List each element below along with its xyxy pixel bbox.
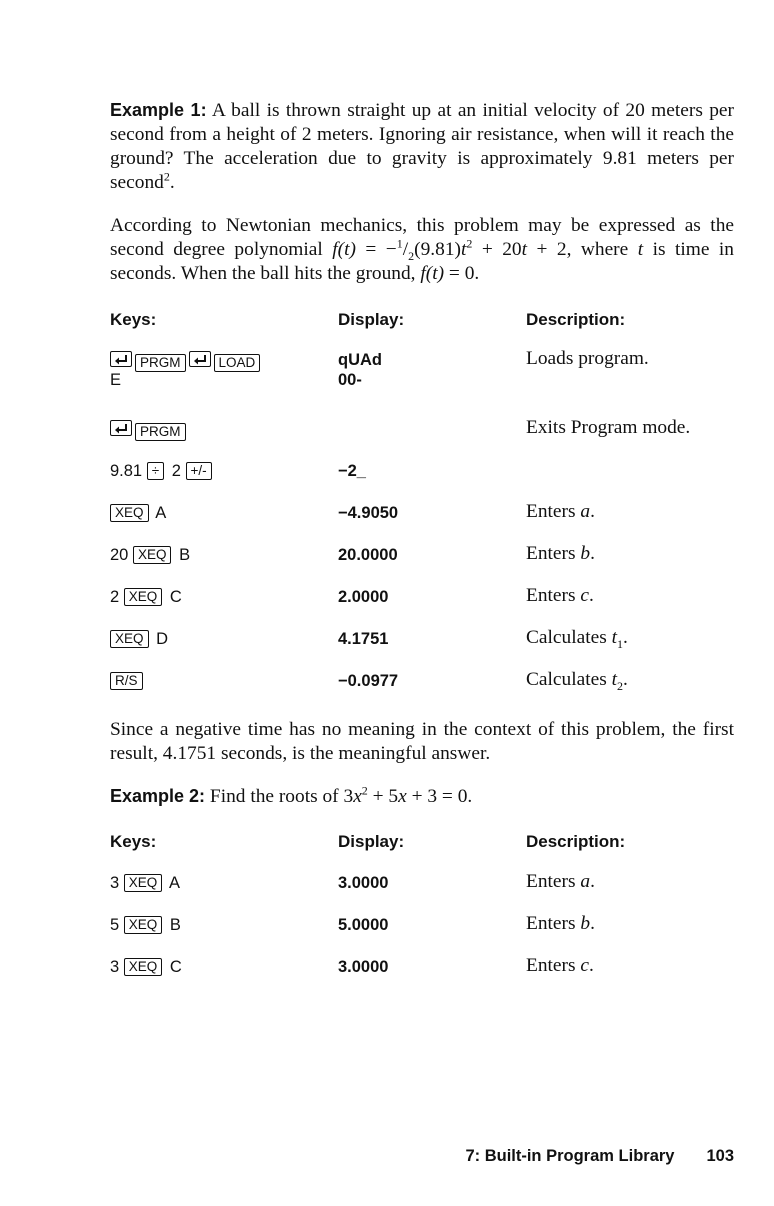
xeq-key: XEQ: [124, 588, 163, 606]
text: + 5: [367, 786, 399, 807]
keys-cell: [110, 672, 146, 691]
keys-number: 5: [110, 916, 120, 934]
subscript: 1: [617, 636, 624, 651]
description-cell: Exits Program mode.: [526, 417, 691, 438]
keys-cell: [110, 504, 166, 523]
keys-number: 2: [110, 588, 120, 606]
xeq-key: XEQ: [133, 546, 172, 564]
punct: .: [589, 585, 594, 606]
superscript: 2: [163, 169, 170, 184]
prgm-key: PRGM: [135, 423, 186, 441]
keys-cell: [110, 588, 182, 607]
description-header: Description:: [526, 310, 626, 329]
keys-label: D: [156, 630, 169, 648]
text: + 2,: [527, 239, 572, 260]
polynomial-paragraph: [110, 214, 734, 286]
display-cell: −4.9050: [338, 504, 399, 522]
text: Enters: [526, 871, 581, 892]
description-cell: [526, 955, 594, 977]
fraction-slash: /: [402, 239, 409, 260]
text: Enters: [526, 913, 581, 934]
keys-number: 3: [110, 874, 120, 892]
description-cell: [526, 585, 594, 607]
punct: .: [590, 501, 595, 522]
display-cell: 3.0000: [338, 958, 389, 976]
text: According to Newtonian mechanics, this problem may be expressed as the second degree polynomial: [110, 215, 734, 260]
page-footer: [0, 1147, 734, 1166]
var-t: t: [460, 239, 467, 260]
display-cell: 3.0000: [338, 874, 389, 892]
display-cell: 4.1751: [338, 630, 389, 648]
var-x: x: [398, 786, 407, 807]
display-cell: 2.0000: [338, 588, 389, 606]
xeq-key: XEQ: [124, 916, 163, 934]
chapter-title: 7: Built-in Program Library: [465, 1147, 675, 1165]
keys-label: A: [168, 874, 180, 892]
keys-label: C: [169, 588, 182, 606]
description-cell: [526, 871, 595, 893]
description-header: Description:: [526, 832, 626, 851]
display-cell: qUAd: [338, 351, 382, 369]
keys-cell: [110, 630, 168, 649]
keys-label: C: [169, 958, 182, 976]
xeq-key: XEQ: [124, 958, 163, 976]
text: Enters: [526, 955, 581, 976]
text: Calculates: [526, 627, 612, 648]
variable: t: [611, 669, 618, 690]
fraction-numerator: 1: [396, 236, 403, 251]
punct: .: [589, 955, 594, 976]
description-cell: [526, 669, 628, 691]
description-cell: [526, 913, 595, 935]
punct: .: [169, 172, 175, 193]
page-number: 103: [706, 1147, 734, 1165]
shift-key: [110, 351, 132, 367]
var-t: t: [521, 239, 528, 260]
description-cell: [526, 501, 595, 523]
function-symbol: f(t): [420, 263, 445, 284]
subscript: 2: [617, 678, 624, 693]
text: Find the roots of 3: [209, 786, 354, 807]
variable: a: [580, 501, 591, 522]
keys-number: 20: [110, 546, 129, 564]
display-cell: 20.0000: [338, 546, 398, 564]
punct: .: [623, 627, 628, 648]
example2-paragraph: [110, 784, 734, 809]
punct: .: [590, 913, 595, 934]
keys-cell: [110, 958, 182, 977]
keys-label: A: [155, 504, 167, 522]
keys-cell: [110, 351, 263, 373]
text: is time in seconds. When the ball hits the ground,: [110, 239, 734, 284]
text: = −: [355, 239, 397, 260]
keys-cell: [110, 420, 189, 442]
text: Enters: [526, 543, 581, 564]
display-header: Display:: [338, 832, 405, 851]
keys-line2: E: [110, 371, 122, 389]
keys-cell: [110, 546, 190, 565]
display-cell: −0.0977: [338, 672, 399, 690]
display-header: Display:: [338, 310, 405, 329]
keys-header: Keys:: [110, 832, 157, 851]
var-x: x: [353, 786, 362, 807]
prgm-key: PRGM: [135, 354, 186, 372]
keys-number: 9.81: [110, 462, 143, 480]
example1-paragraph: [110, 98, 734, 195]
function-symbol: f(t): [332, 239, 356, 260]
keys-cell: [110, 874, 180, 893]
keys-cell: [110, 462, 215, 481]
keys-number: 3: [110, 958, 120, 976]
var-t: t: [637, 239, 644, 260]
change-sign-key: +/-: [186, 462, 212, 480]
xeq-key: XEQ: [110, 630, 149, 648]
variable: c: [580, 585, 589, 606]
keys-header: Keys:: [110, 310, 157, 329]
variable: c: [580, 955, 589, 976]
display-cell-line2: 00-: [338, 371, 362, 389]
punct: .: [623, 669, 628, 690]
text: (9.81): [414, 239, 461, 260]
superscript: 2: [466, 236, 473, 251]
description-cell: [526, 543, 595, 565]
conclusion-paragraph: Since a negative time has no meaning in the context of this problem, the first result, 4.1751 seconds, is the meaningful answer.: [110, 719, 734, 764]
text: Enters: [526, 501, 581, 522]
description-cell: Loads program.: [526, 348, 649, 369]
example1-text: A ball is thrown straight up at an initial velocity of 20 meters per second from a height of 2 meters. Ignoring air resistance, when will it reach the ground? The acceleration due to gravity is approximately 9.81 meters per second: [110, 100, 734, 193]
load-key: LOAD: [214, 354, 261, 372]
variable: b: [580, 913, 591, 934]
shift-key: [189, 351, 211, 367]
example1-label: Example 1:: [110, 100, 207, 120]
variable: a: [580, 871, 591, 892]
punct: .: [590, 543, 595, 564]
superscript: 2: [361, 783, 368, 798]
text: where: [571, 239, 638, 260]
text: = 0.: [444, 263, 480, 284]
keys-number: 2: [171, 462, 181, 480]
example2-label: Example 2:: [110, 786, 206, 806]
left-shift-arrow-icon: [114, 421, 128, 435]
text: + 20: [472, 239, 522, 260]
variable: t: [611, 627, 618, 648]
divide-key: ÷: [147, 462, 164, 480]
keys-label: B: [169, 916, 181, 934]
display-cell: −2_: [338, 462, 366, 480]
text: Enters: [526, 585, 581, 606]
xeq-key: XEQ: [124, 874, 163, 892]
left-shift-arrow-icon: [114, 352, 128, 366]
description-cell: [526, 627, 628, 649]
fraction-denominator: 2: [408, 248, 415, 263]
xeq-key: XEQ: [110, 504, 149, 522]
variable: b: [580, 543, 591, 564]
text: Calculates: [526, 669, 612, 690]
text: + 3 = 0.: [406, 786, 473, 807]
keys-cell: [110, 916, 181, 935]
shift-key: [110, 420, 132, 436]
left-shift-arrow-icon: [193, 352, 207, 366]
run-stop-key: R/S: [110, 672, 143, 690]
keys-label: B: [179, 546, 191, 564]
punct: .: [590, 871, 595, 892]
display-cell: 5.0000: [338, 916, 389, 934]
